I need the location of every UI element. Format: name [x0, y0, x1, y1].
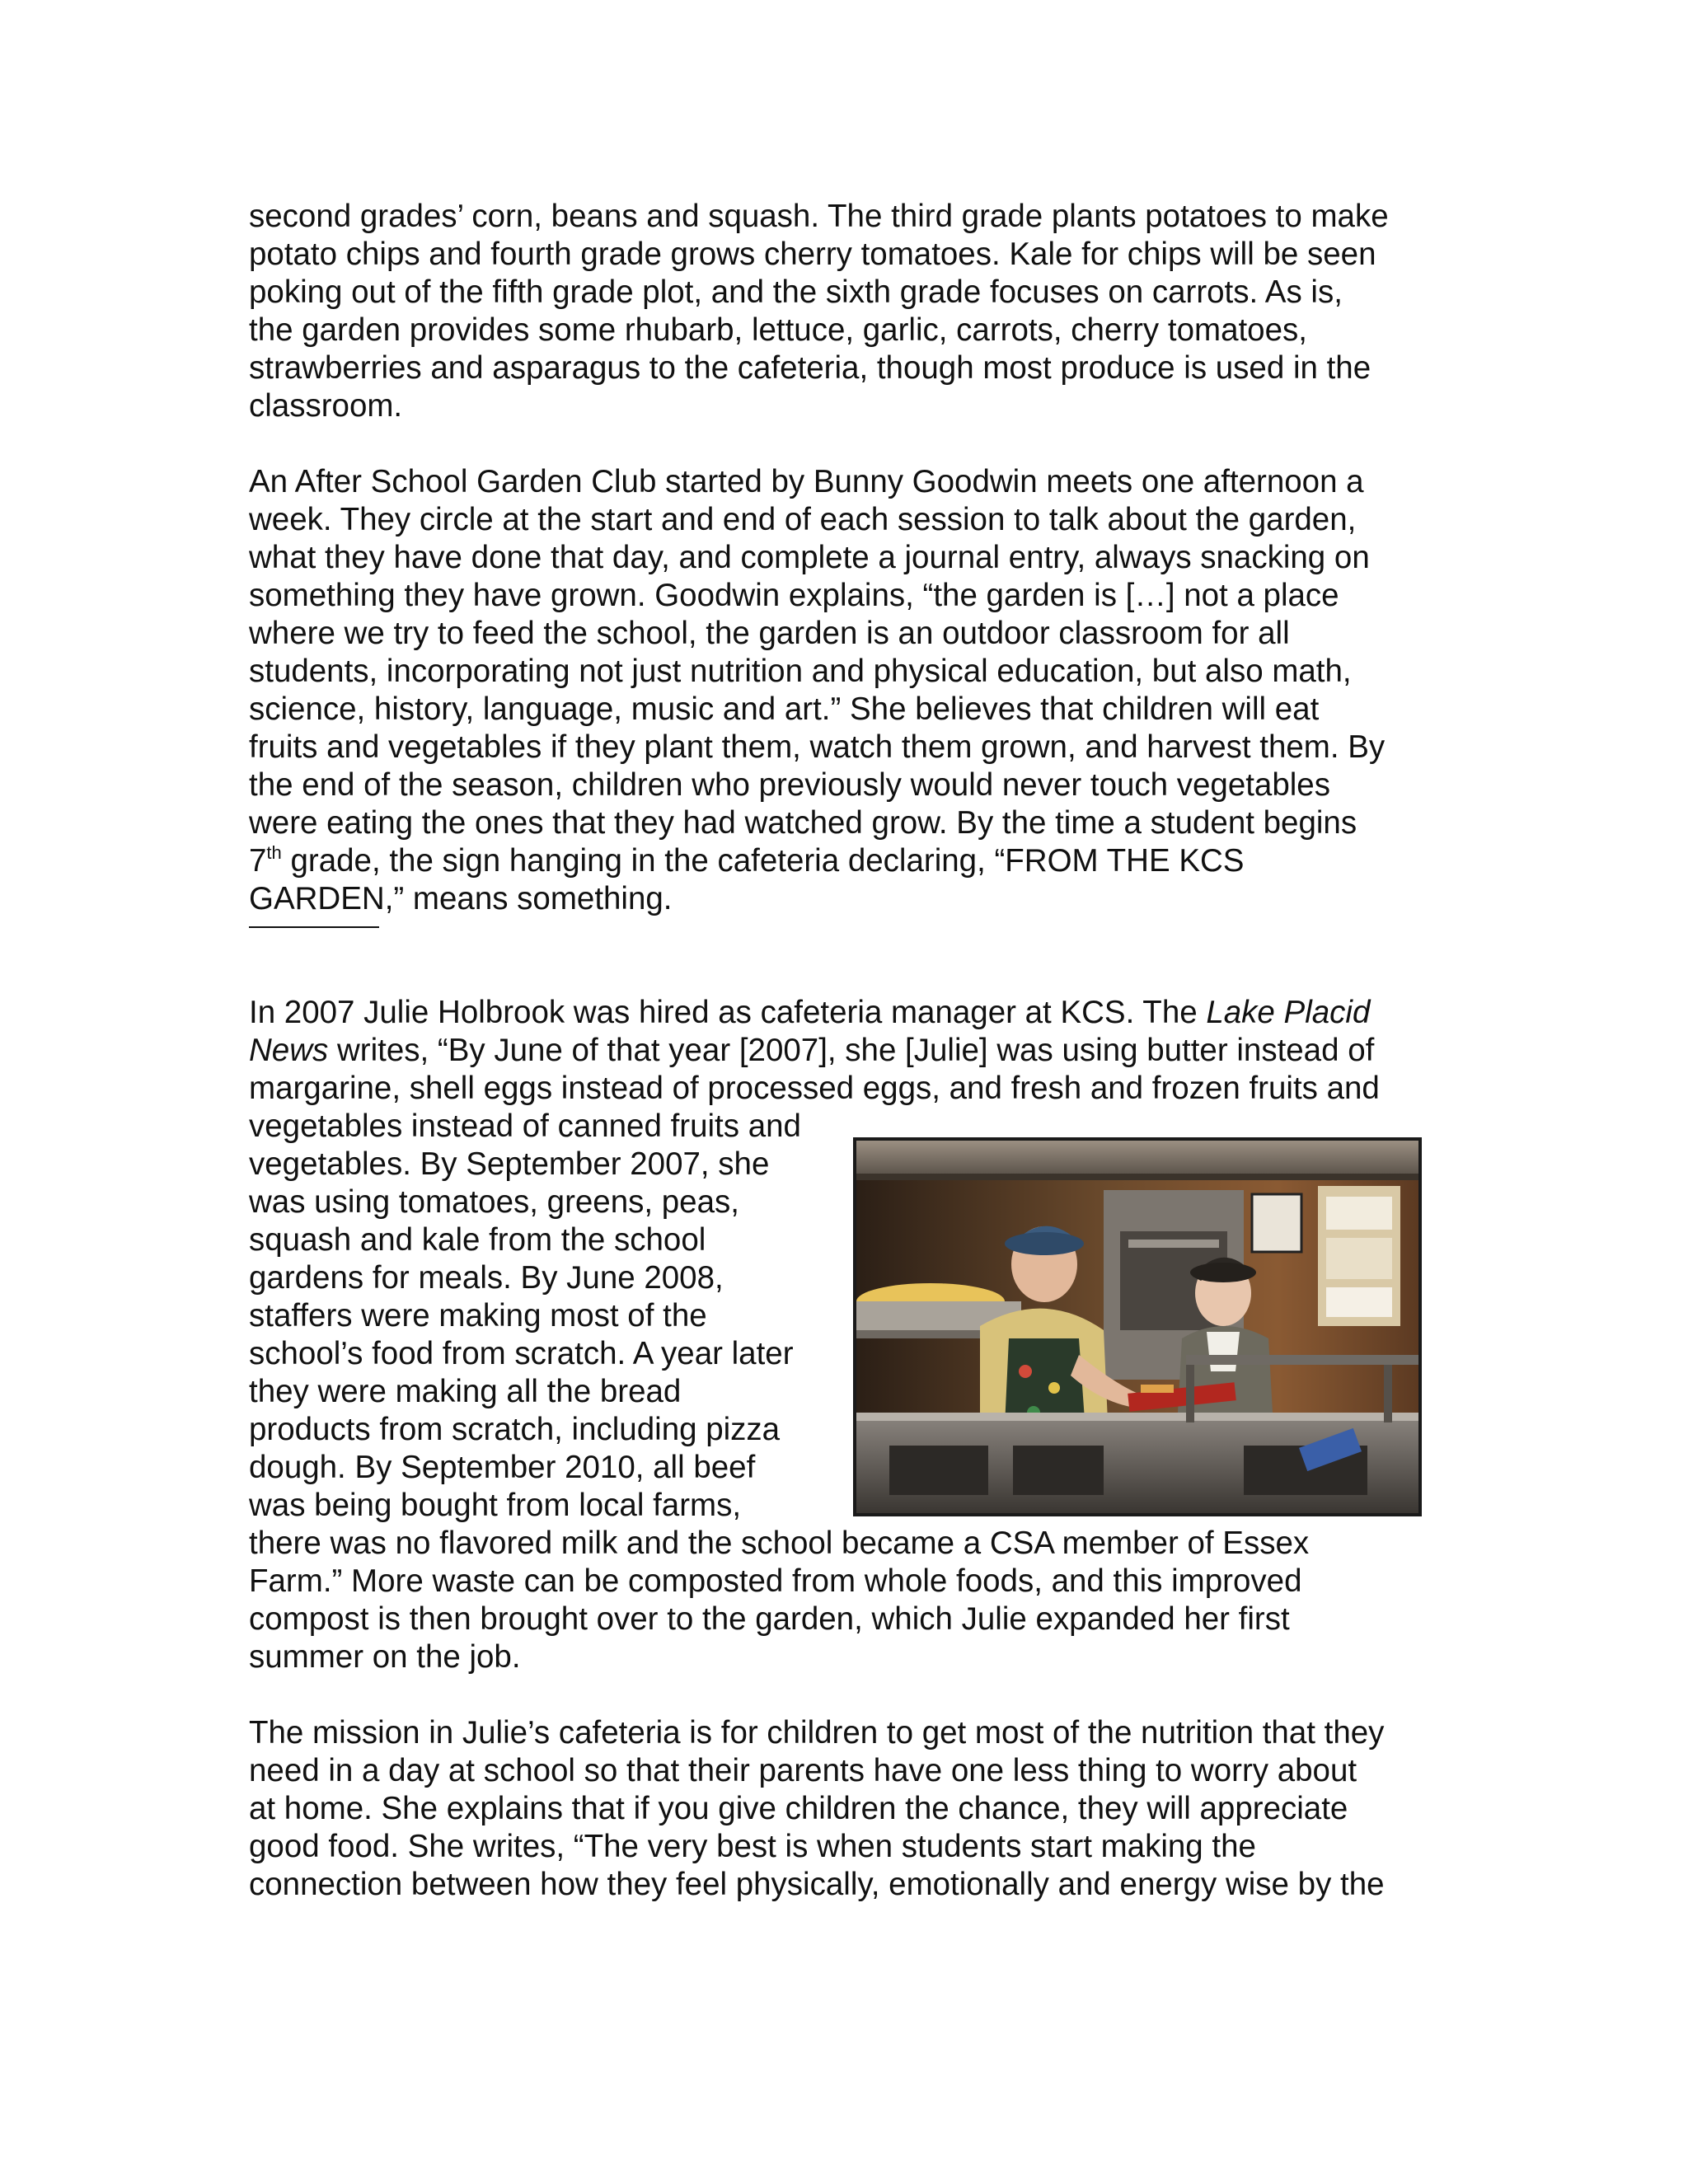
- cafeteria-photo: [853, 1137, 1422, 1516]
- text-line: staffers were making most of the: [249, 1298, 707, 1333]
- paragraph-garden-grades: [249, 198, 1446, 425]
- text-line: strawberries and asparagus to the cafeteria, though most produce is used in the: [249, 350, 1372, 386]
- text-line: [249, 994, 1446, 1032]
- text-line: squash and kale from the school: [249, 1222, 706, 1258]
- text-line: dough. By September 2010, all beef: [249, 1450, 756, 1485]
- text-line: was being bought from local farms,: [249, 1488, 742, 1523]
- text-fragment: grade, the sign hanging in the cafeteria declaring, “FROM THE KCS: [281, 843, 1245, 879]
- text-line: second grades’ corn, beans and squash. The third grade plants potatoes to make: [249, 199, 1389, 234]
- cafeteria-photo-illustration: [856, 1141, 1418, 1513]
- document-page: [249, 198, 1446, 1904]
- grade-number: 7: [249, 843, 267, 879]
- text-line: summer on the job.: [249, 1639, 521, 1675]
- text-line: An After School Garden Club started by Bunny Goodwin meets one afternoon a: [249, 464, 1364, 499]
- text-line: [249, 842, 1446, 880]
- text-line: the garden provides some rhubarb, lettuce, garlic, carrots, cherry tomatoes,: [249, 312, 1307, 348]
- text-line: good food. She writes, “The very best is when students start making the: [249, 1829, 1256, 1864]
- text-line: gardens for meals. By June 2008,: [249, 1260, 724, 1296]
- text-line: vegetables instead of canned fruits and: [249, 1108, 801, 1144]
- publication-title: Lake Placid: [1206, 995, 1371, 1030]
- text-line: fruits and vegetables if they plant them, watch them grown, and harvest them. By: [249, 729, 1386, 765]
- text-line: vegetables. By September 2007, she: [249, 1146, 770, 1182]
- text-fragment: writes, “By June of that year [2007], she [Julie] was using butter instead of: [328, 1033, 1375, 1068]
- text-line: they were making all the bread: [249, 1374, 682, 1409]
- paragraph-gap: [249, 1676, 1446, 1714]
- text-line: [249, 1032, 1446, 1070]
- text-line: there was no flavored milk and the school became a CSA member of Essex: [249, 1526, 1310, 1561]
- text-line: need in a day at school so that their parents have one less thing to worry about: [249, 1753, 1357, 1788]
- text-line: Farm.” More waste can be composted from whole foods, and this improved: [249, 1563, 1302, 1599]
- text-line: the end of the season, children who previously would never touch vegetables: [249, 767, 1330, 803]
- text-line: classroom.: [249, 388, 403, 424]
- text-line: GARDEN,” means something.: [249, 881, 673, 916]
- text-line: was using tomatoes, greens, peas,: [249, 1184, 739, 1220]
- text-line: at home. She explains that if you give children the chance, they will appreciate: [249, 1791, 1348, 1826]
- text-line: poking out of the fifth grade plot, and the sixth grade focuses on carrots. As is,: [249, 274, 1343, 310]
- text-line: school’s food from scratch. A year later: [249, 1336, 794, 1371]
- text-line: potato chips and fourth grade grows cherry tomatoes. Kale for chips will be seen: [249, 237, 1376, 272]
- publication-title: News: [249, 1033, 329, 1068]
- text-line: The mission in Julie’s cafeteria is for children to get most of the nutrition that they: [249, 1715, 1385, 1750]
- text-line: compost is then brought over to the garden, which Julie expanded her first: [249, 1601, 1290, 1637]
- text-line: margarine, shell eggs instead of processed eggs, and fresh and frozen fruits and: [249, 1071, 1380, 1106]
- paragraph-gap: [249, 425, 1446, 463]
- text-fragment: In 2007 Julie Holbrook was hired as cafeteria manager at KCS. The: [249, 995, 1207, 1030]
- text-line: products from scratch, including pizza: [249, 1412, 781, 1447]
- ordinal-suffix: th: [266, 842, 282, 863]
- text-line: something they have grown. Goodwin explains, “the garden is […] not a place: [249, 578, 1339, 613]
- section-divider: [249, 926, 379, 928]
- paragraph-garden-club: [249, 463, 1446, 918]
- text-line: what they have done that day, and complete a journal entry, always snacking on: [249, 540, 1370, 575]
- text-line: students, incorporating not just nutrition and physical education, but also math,: [249, 654, 1352, 689]
- text-line: where we try to feed the school, the garden is an outdoor classroom for all: [249, 616, 1290, 651]
- text-line: were eating the ones that they had watched grow. By the time a student begins: [249, 805, 1357, 841]
- text-line: science, history, language, music and art.” She believes that children will eat: [249, 691, 1320, 727]
- paragraph-cafeteria-mission: [249, 1714, 1446, 1904]
- text-line: week. They circle at the start and end of each session to talk about the garden,: [249, 502, 1357, 537]
- text-line: connection between how they feel physically, emotionally and energy wise by the: [249, 1867, 1385, 1902]
